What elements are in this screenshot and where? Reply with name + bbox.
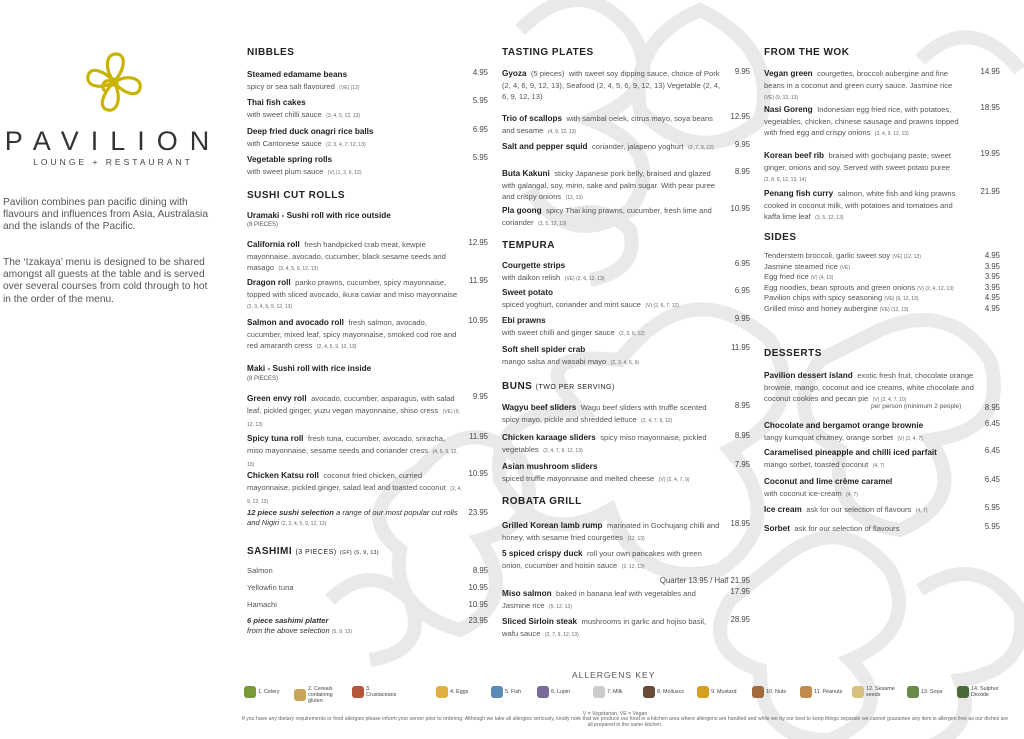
menu-item-allergens: (2, 4, 5, 9, 12, 13) [316,344,357,351]
menu-item [502,587,724,612]
menu-item-price: 10.95 [468,316,488,325]
menu-item-allergens: (5, 12, 13) [549,603,572,610]
menu-item-description: coconut fried chicken, curried mayonnaise, pickled ginger, salad leaf and toasted coconut [247,471,446,492]
side-item-name: Egg noodles, bean sprouts and green onions [764,282,916,292]
menu-item [502,259,724,284]
menu-item-allergens: (VE) (9, 12, 13) [764,95,799,102]
menu-item-price: 10.95 [468,469,488,478]
menu-item-allergens: (2, 7, 9, 12, 13) [544,631,579,638]
sashimi-item-price: 8.95 [472,566,488,575]
menu-item-description: with sweet soy dipping sauce, choice of Pork (2, 4, 6, 9, 12, 13), Seafood (2, 4, 5, 6, 9, 12, 13) Vegetable (2, 4, 6, 9, 12, 13) [502,69,721,102]
menu-item-extra: (5 pieces) [531,69,565,78]
section-title-robata: ROBATA GRILL [502,496,582,507]
menu-item [502,314,724,339]
allergen-key-item [244,686,280,698]
menu-item-name: Sorbet [764,524,790,533]
menu-item-description: fresh tuna, cucumber, avocado, sriracha, miso mayonnaise, sesame seeds and coriander cress [247,434,446,455]
menu-item-price: 8.95 [734,431,750,440]
menu-item-price: 5.95 [472,96,488,105]
menu-item-name: Sweet potato [502,288,553,297]
menu-item-description: mushrooms in garlic and hojiso basil, wafu sauce [502,617,707,638]
menu-item-price: 11.95 [469,276,488,285]
brand-tagline: LOUNGE + RESTAURANT [33,157,193,167]
menu-item [764,103,960,140]
menu-item-allergens: (V) (1, 2, 6, 12) [327,169,362,176]
allergen-icon [244,686,256,698]
allergen-icon [436,686,448,698]
menu-item-allergens: (VE) (2, 6, 12, 13) [564,275,605,282]
menu-item-description: spicy miso mayonnaise, pickled vegetables [502,433,707,454]
menu-item-allergens: (2, 4, 7, 9, 12) [641,417,673,424]
menu-item-name: Chocolate and bergamot orange brownie [764,421,924,430]
allergy-footer-note: If you have any dietary requirements or food allergies please inform your server prior to ordering. Although we take all allergies seriously, kindly note that we produce our food in a kitchen area where allergens are handled and while we try our best to keep things separate we cannot guarantee any item is allergen free as our dishes are all prepared in the same kitchen. [241,716,1009,728]
allergen-label: 8. Molluscs [657,689,684,695]
sashimi-allergens: (GF) (5, 9, 13) [339,550,380,556]
menu-item-allergens: (V) (2, 4, 7) [897,435,923,442]
sashimi-platter-price: 23.95 [468,616,488,625]
menu-item-allergens: (3, 4, 5, 9, 12, 13) [278,266,318,273]
menu-item-name: Courgette strips [502,261,566,270]
menu-item-name: Salmon and avocado roll [247,318,344,327]
menu-item-allergens: (2, 7, 9, 12) [688,145,714,151]
menu-item-description: salmon, white fish and king prawns cooked in coconut milk, with potatoes and tomatoes and kaffa lime leaf [764,189,956,222]
intro-paragraph-1: Pavilion combines pan pacific dining with flavours and influences from Asia, Australasia and the islands of the Pacific. [3,197,208,233]
menu-item-name: California roll [247,240,300,249]
menu-item-description: with sambal oelek, citrus mayo, soya beans and sesame [502,114,713,135]
side-item-allergens: (V) (2, 4, 12, 13) [917,285,954,292]
brand-name: PAVILION [4,126,222,156]
menu-item-price: 6.45 [984,419,1000,428]
menu-item [502,401,724,426]
menu-item-price: Quarter 13.95 / Half 21.95 [659,576,750,585]
sashimi-item-name: Hamachi [247,600,277,609]
menu-item-allergens: (12, 13) [565,195,583,202]
menu-item-description: panko prawns, cucumber, spicy mayonnaise, topped with sliced avocado, ikura caviar and miso mayonnaise [247,278,458,299]
menu-item-allergens: (4, 5, 9, 12, 13) [247,448,458,469]
menu-item-price: 18.95 [730,519,750,528]
menu-item-price: 7.95 [734,460,750,469]
allergen-label: 10. Nuts [766,689,787,695]
menu-item-name: Wagyu beef sliders [502,403,577,412]
menu-item-description: spiced yoghurt, coriander and mint sauce [502,299,641,309]
menu-item-name: Dragon roll [247,278,291,287]
menu-item-allergens: (4, 7) [915,508,928,514]
menu-item-name: Deep fried duck onagri rice balls [247,127,374,136]
menu-item-price: 6.45 [984,446,1000,455]
menu-item-description: sticky Japanese pork belly, braised and glazed with galangal, soy, mirin, sake and palm sugar. With pear puree and crispy onions [502,169,716,202]
section-title-wok: FROM THE WOK [764,47,850,58]
sashimi-title: SASHIMI [247,546,293,557]
sushi-selection-desc: a range of our most popular cut rolls and Nigiri [247,508,458,527]
side-item-price: 4.95 [984,251,1000,260]
allergen-label: 9. Mustard [711,689,737,695]
menu-item [502,140,724,154]
side-item-name: Grilled miso and honey aubergine [764,304,878,313]
side-item-name: Jasmine steamed rice [764,261,838,271]
side-item-allergens: (VE) [839,264,850,271]
side-item-allergens: (VE) (12, 13) [879,307,909,313]
section-title-sashimi [247,546,379,557]
dessert-per-person-price: 8.95 [984,403,1000,412]
menu-item-name: Pavilion dessert island [764,371,853,380]
side-item-name: Pavilion chips with spicy seasoning [764,293,883,303]
menu-item-description: fresh salmon, avocado, cucumber, mixed leaf, spicy mayonnaise, smoked cod roe and red amaranth cress [247,318,457,351]
menu-item-description: tangy kumquat chutney, orange sorbet [764,432,894,442]
sashimi-item-price: 10.95 [468,583,488,592]
side-item [764,251,964,260]
menu-item-name: Spicy tuna roll [247,434,304,443]
allergen-key-item [957,686,1007,698]
section-title-desserts: DESSERTS [764,348,822,359]
menu-item-price: 11.95 [731,343,750,352]
menu-item-allergens: (3, 5, 12, 13) [538,220,567,227]
allergen-key-item [491,686,521,698]
side-item [764,283,964,292]
menu-item [764,369,1000,406]
sashimi-platter-title: 6 piece sashimi platter [247,616,329,625]
diet-legend: V = Vegetarian, VE = Vegan [582,711,648,717]
menu-item-description: Wagu beef sliders with truffle scented spicy mayo, pickle and shredded lettuce [502,403,707,424]
allergen-key-item [643,686,684,698]
menu-item-description: exotic fresh fruit, chocolate orange brownie, mango, coconut and ice creams, white chocolate and coconut cookies and pecan pie [764,371,974,404]
menu-item-allergens: (2, 12, 13) [621,563,645,570]
side-item-price: 3.95 [984,282,1000,292]
sushi-selection [247,508,462,529]
menu-item [247,469,462,508]
menu-item-price: 14.95 [980,67,1000,76]
menu-item-description: spicy or sea salt flavoured [247,81,335,91]
menu-item-description: ask for our selection of flavours [806,505,912,514]
menu-item-allergens: (VE) (9, 12, 13) [247,408,460,429]
menu-item-name: Trio of scallops [502,114,563,123]
menu-item-description: mango sorbet, toasted coconut [764,459,869,469]
menu-item [764,187,960,224]
dessert-per-person: per person (minimum 2 people) [871,403,962,410]
allergen-label: 5. Fish [505,689,522,695]
allergen-label: 1. Celery [258,689,280,695]
menu-item-allergens: (2, 8, 9, 12, 13, 14) [764,177,807,184]
allergen-icon [957,686,969,698]
menu-item [247,432,462,471]
section-title-tempura: TEMPURA [502,240,555,251]
menu-item [502,167,724,204]
side-item [764,272,964,281]
sashimi-platter [247,616,462,637]
menu-item-description: mango salsa and wasabi mayo [502,356,607,366]
menu-item-price: 4.95 [472,68,488,77]
allergen-key-item [907,686,942,698]
section-title-sides: SIDES [764,232,797,243]
menu-item-price: 17.95 [730,587,750,596]
side-item-price: 4.95 [984,293,1000,303]
menu-item-name: Penang fish curry [764,189,834,198]
menu-item [247,276,462,313]
menu-item-name: Steamed edamame beans [247,70,348,79]
menu-item-name: Thai fish cakes [247,98,306,107]
menu-item-description: avocado, cucumber, asparagus, with salad leaf, pickled ginger, yuzu vegan mayonnaise, shiso cress [247,394,455,415]
maki-note: (8 PIECES) [247,376,279,382]
menu-item-name: Asian mushroom sliders [502,462,598,471]
menu-item [502,460,724,485]
menu-item-price: 21.95 [980,187,1000,196]
allergen-key-item [294,686,344,704]
side-item-allergens: (V) (4, 13) [810,275,834,282]
allergen-icon [697,686,709,698]
menu-item-price: 9.95 [472,392,488,401]
allergen-icon [537,686,549,698]
menu-item-price: 5.95 [984,522,1000,531]
side-item-name: Tenderstem broccoli, garlic sweet soy [764,251,891,260]
sushi-selection-allergens: (2, 3, 4, 5, 9, 12, 13) [281,521,327,527]
uramaki-title: Uramaki - Sushi roll with rice outside [247,211,391,220]
menu-item-allergens: (3, 4, 5, 12, 13) [326,112,361,119]
menu-item-name: Coconut and lime crème caramel [764,477,893,486]
menu-item-description: with sweet chilli sauce [247,109,322,119]
menu-item-description: braised with gochujang paste, sweet ginger, onions and soy. Served with sweet potato puree [764,151,951,172]
menu-item-description: spicy Thai king prawns, cucumber, fresh lime and coriander [502,206,712,227]
menu-item-name: Ice cream [764,505,802,514]
menu-item [502,343,724,368]
menu-item [502,519,724,544]
menu-item [247,68,462,93]
menu-item-allergens: (VE) (12) [339,84,360,91]
pavilion-logo-icon [78,48,150,120]
allergen-icon [752,686,764,698]
allergen-icon [593,686,605,698]
menu-item-name: Chicken karaage sliders [502,433,596,442]
allergen-icon [800,686,812,698]
menu-item [502,431,724,456]
menu-item-allergens: (2, 4, 7, 9, 12, 13) [543,447,583,454]
menu-item-price: 6.95 [734,286,750,295]
side-item [764,304,964,313]
menu-item-description: Indonesian egg fried rice, with potatoes, vegetables, chicken, chinese sausage and prawns topped with fried egg and crispy onions [764,105,959,138]
menu-item-name: Buta Kakuni [502,169,550,178]
intro-paragraph-2: The ‘Izakaya’ menu is designed to be shared amongst all guests at the table and is served over several courses from cold through to hot in the order of the menu. [3,257,208,305]
menu-item-description: ask for our selection of flavours [794,524,900,533]
allergen-icon [294,689,306,701]
menu-item-price: 8.95 [734,401,750,410]
menu-item-price: 6.95 [734,259,750,268]
allergen-label: 11. Peanuts [814,689,843,695]
menu-item-description: coriander, jalapeno yoghurt [591,142,684,151]
menu-item-price: 5.95 [472,153,488,162]
side-item [764,262,964,271]
allergen-label: 7. Milk [607,689,623,695]
section-title-nibbles: NIBBLES [247,47,295,58]
allergen-key-item [352,686,402,698]
maki-title: Maki - Sushi roll with rice inside [247,364,372,373]
allergen-key-item [697,686,736,698]
menu-item-description: with sweet plum sauce [247,166,324,176]
menu-item-price: 6.45 [984,475,1000,484]
allergen-icon [852,686,864,698]
allergen-label: 14. Sulphur Dioxide [971,686,999,698]
menu-item [247,392,462,431]
menu-item-price: 11.95 [469,432,488,441]
side-item-price: 3.95 [984,261,1000,271]
menu-item-name: Chicken Katsu roll [247,471,319,480]
menu-item-allergens: (4, 9, 12, 13) [547,128,577,135]
menu-item-allergens: (3, 5, 12, 13) [815,215,844,222]
menu-item-allergens: (V) (2, 4, 7, 10) [872,397,907,404]
menu-item-price: 5.95 [984,503,1000,512]
allergen-key-item [800,686,842,698]
menu-item-name: Soft shell spider crab [502,345,586,354]
menu-item-name: Korean beef rib [764,151,825,160]
sashimi-item-name: Salmon [247,566,273,575]
menu-item-allergens: (2, 3, 4, 5, 9, 12, 13) [247,304,293,311]
menu-item-description: roll your own pancakes with green onion, cucumber and hoisin sauce [502,549,702,570]
menu-item-description: courgettes, broccoli aubergine and fine beans in a coconut and green curry sauce. Jasmine rice [764,69,953,90]
section-title-buns [502,381,615,392]
menu-item-name: Salt and pepper squid [502,142,588,151]
menu-item-description: with daikon relish [502,272,561,282]
menu-item [764,149,960,186]
sushi-selection-title: 12 piece sushi selection [247,508,334,517]
buns-title: BUNS [502,381,533,392]
menu-item-allergens: (2, 4, 9, 12, 13) [247,485,462,506]
menu-item-price: 9.95 [734,140,750,149]
menu-item-name: Pla goong [502,206,542,215]
allergen-key-item [752,686,786,698]
menu-item [502,547,724,572]
allergen-key-item [593,686,623,698]
menu-item-name: Gyoza [502,69,527,78]
menu-item-description: with sweet chilli and ginger sauce [502,327,615,337]
menu-item [502,615,724,640]
menu-item-price: 9.95 [734,314,750,323]
menu-item-price: 8.95 [734,167,750,176]
side-item [764,293,964,302]
section-title-sushi: SUSHI CUT ROLLS [247,190,346,201]
sashimi-platter-desc: from the above selection [247,626,330,635]
uramaki-note: (8 PIECES) [247,222,279,228]
allergen-icon [352,686,364,698]
menu-item [247,125,462,150]
menu-item-price: 10.95 [730,204,750,213]
allergen-label: 3. Crustaceans [366,686,397,698]
allergen-label: 6. Lupin [551,689,571,695]
menu-item [247,96,462,121]
side-item-name: Egg fried rice [764,272,809,282]
sushi-selection-price: 23.95 [468,508,488,517]
menu-item-name: Vegan green [764,69,813,78]
allergen-key-item [436,686,468,698]
section-title-tasting: TASTING PLATES [502,47,594,58]
menu-item-allergens: (12, 13) [627,535,645,542]
menu-item-description: baked in banana leaf with vegetables and Jasmine rice [502,589,696,610]
menu-item-name: Grilled Korean lamb rump [502,521,603,530]
menu-item [247,153,462,178]
menu-item-price: 28.95 [730,615,750,624]
allergen-label: 13. Soya [921,689,943,695]
allergen-key-item [537,686,570,698]
menu-item [502,67,724,102]
menu-item-allergens: (4, 7) [846,491,858,498]
menu-item [247,238,462,275]
menu-item-description: marinated in Gochujang chilli and honey, with sesame fried courgettes [502,521,720,542]
menu-item-allergens: (3, 4, 9, 12, 13) [874,131,909,138]
menu-item-name: Nasi Goreng [764,105,813,114]
menu-item-price: 19.95 [980,149,1000,158]
allergen-label: 12. Sesame seeds [866,686,895,698]
menu-item [502,204,724,229]
allergen-icon [643,686,655,698]
menu-item-name: Green envy roll [247,394,307,403]
menu-item-description: with Cantonese sauce [247,138,322,148]
menu-item-description: spiced truffle mayonnaise and melted cheese [502,473,655,483]
buns-note: (TWO PER SERVING) [535,384,615,391]
allergen-icon [907,686,919,698]
menu-item-name: Miso salmon [502,589,552,598]
menu-item-name: 5 spiced crispy duck [502,549,583,558]
side-item-price: 4.95 [984,304,1000,313]
side-item-allergens: (VE) (12, 13) [892,254,921,260]
menu-item-allergens: (V) (2, 6, 7, 12) [645,302,679,309]
menu-item [502,286,724,311]
allergen-icon [491,686,503,698]
menu-item-allergens: (2, 3, 4, 7, 12, 13) [326,141,366,148]
sashimi-item-name: Yellowfin tuna [247,583,294,592]
side-item-price: 3.95 [984,272,1000,282]
menu-item-name: Vegetable spring rolls [247,155,333,164]
menu-item [247,316,462,353]
menu-item-price: 6.95 [472,125,488,134]
menu-item-allergens: (V) (2, 4, 7, 9) [658,476,690,483]
menu-item-price: 9.95 [734,67,750,76]
sashimi-item-price: 10.95 [468,600,488,609]
menu-item-allergens: (4, 7) [872,462,885,469]
menu-item [764,67,960,104]
menu-item-name: Ebi prawns [502,316,546,325]
allergens-key-title: ALLERGENS KEY [572,670,656,680]
sashimi-note: (3 PIECES) [295,549,337,556]
sashimi-platter-allergens: (5, 9, 13) [331,629,352,635]
menu-item-allergens: (2, 3, 6, 12) [619,330,645,337]
menu-item-price: 12.95 [468,238,488,247]
side-item-allergens: (VE) (9, 12, 13) [884,296,919,303]
allergen-label: 2. Cereals containing gluten [308,686,333,704]
menu-item-description: fresh handpicked crab meat, kewpie mayonnaise, avocado, cucumber, black sesame seeds and masago [247,240,446,273]
menu-item-price: 12.95 [730,112,750,121]
menu-item-name: Caramelised pineapple and chilli iced parfait [764,448,937,457]
allergen-key-item [852,686,902,698]
menu-item-name: Sliced Sirloin steak [502,617,578,626]
menu-item-description: with coconut ice-cream [764,488,842,498]
menu-item-price: 18.95 [980,103,1000,112]
allergen-label: 4. Eggs [450,689,469,695]
menu-item-allergens: (2, 3, 4, 6, 9) [610,359,640,366]
menu-item [502,112,724,137]
